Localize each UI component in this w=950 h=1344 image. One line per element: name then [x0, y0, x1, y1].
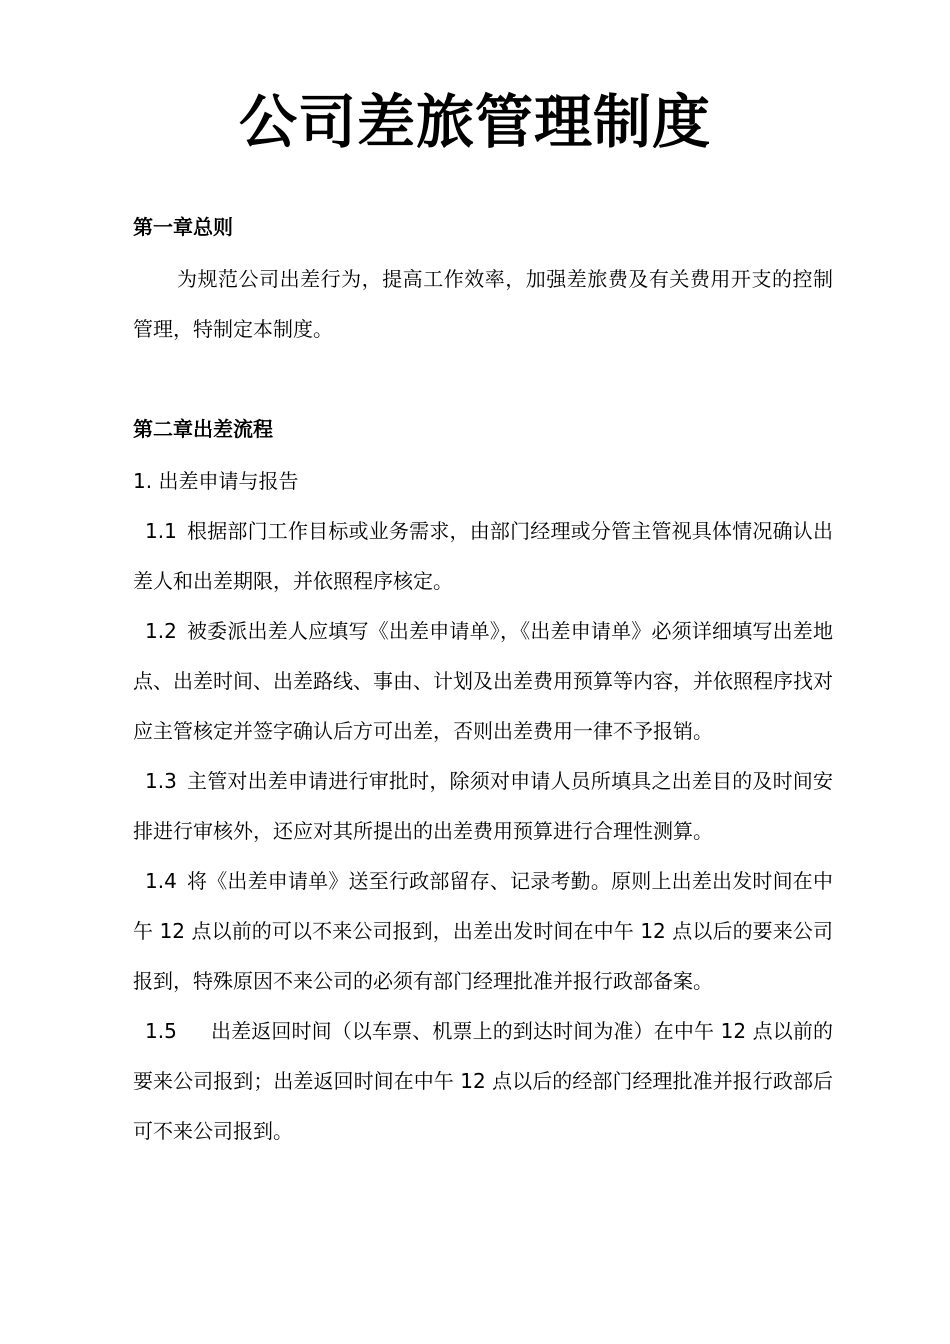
clause-number: 1.4 [145, 869, 177, 893]
document-body [133, 206, 833, 1156]
clause-text: 出差返回时间（以车票、机票上的到达时间为准）在中午 12 点以前的要来公司报到；出差返回时间在中午 12 点以后的经部门经理批准并报行政部后可不来公司报到。 [133, 1019, 833, 1143]
chapter-2-heading: 第二章出差流程 [133, 417, 273, 441]
chapter-1-paragraph: 为规范公司出差行为，提高工作效率，加强差旅费及有关费用开支的控制管理，特制定本制度。 [133, 267, 833, 341]
clause-number: 1.5 [145, 1019, 177, 1043]
clause-text: 将《出差申请单》送至行政部留存、记录考勤。原则上出差出发时间在中午 12 点以前的可以不来公司报到，出差出发时间在中午 12 点以后的要来公司报到，特殊原因不来公司的必须有部门经理批准并报行政部备案。 [133, 869, 833, 993]
clause-1-5 [133, 1006, 833, 1156]
clause-1-2 [133, 606, 833, 756]
clause-1-1 [133, 506, 833, 606]
section-1-title: 1. 出差申请与报告 [133, 469, 299, 493]
clause-text: 根据部门工作目标或业务需求，由部门经理或分管主管视具体情况确认出差人和出差期限，并依照程序核定。 [133, 519, 833, 593]
clause-number: 1.3 [145, 769, 177, 793]
clause-1-3 [133, 756, 833, 856]
clause-1-4 [133, 856, 833, 1006]
clause-text: 主管对出差申请进行审批时，除须对申请人员所填具之出差目的及时间安排进行审核外，还应对其所提出的出差费用预算进行合理性测算。 [133, 769, 833, 843]
document-title: 公司差旅管理制度 [238, 88, 711, 156]
clause-number: 1.1 [145, 519, 177, 543]
clause-text: 被委派出差人应填写《出差申请单》，《出差申请单》必须详细填写出差地点、出差时间、出差路线、事由、计划及出差费用预算等内容，并依照程序找对应主管核定并签字确认后方可出差，否则出差费用一律不予报销。 [133, 619, 833, 743]
chapter-1-heading: 第一章总则 [133, 215, 233, 239]
clause-number: 1.2 [145, 619, 177, 643]
